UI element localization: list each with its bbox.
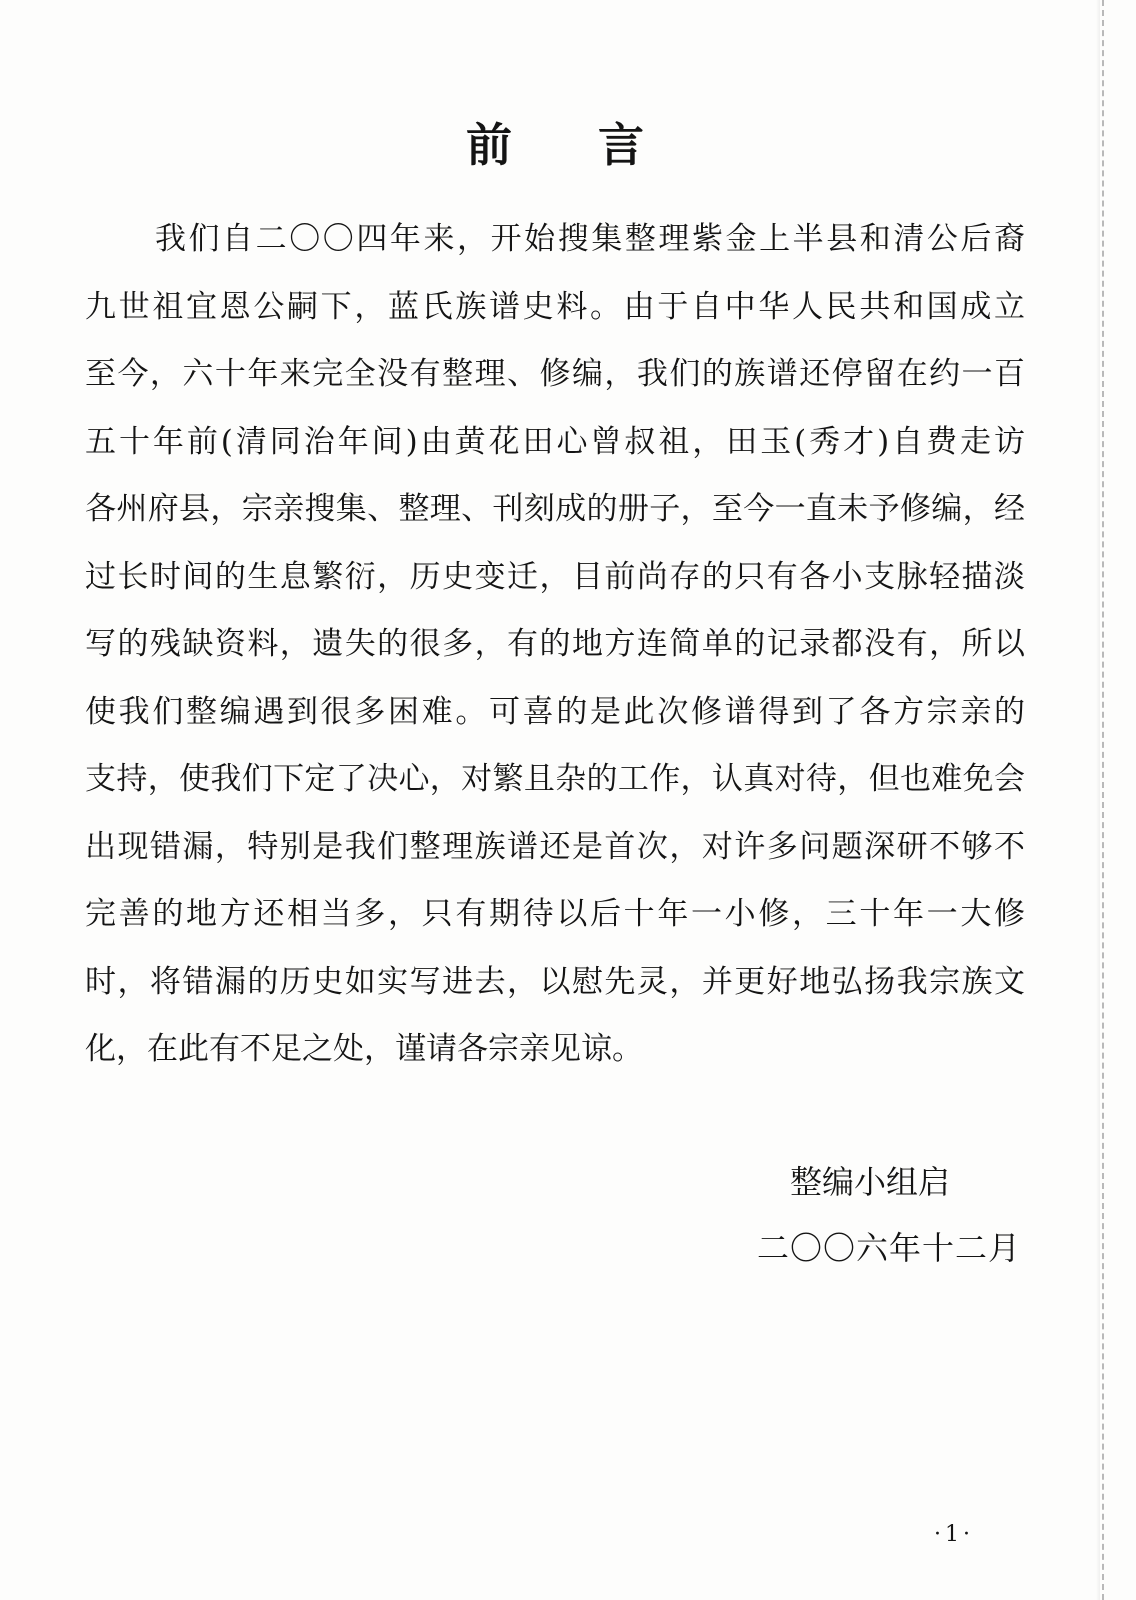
body-line: 完善的地方还相当多，只有期待以后十年一小修，三十年一大修 bbox=[85, 896, 1025, 932]
body-line: 时，将错漏的历史如实写进去，以慰先灵，并更好地弘扬我宗族文 bbox=[85, 963, 1025, 1000]
page-title: 前言 bbox=[466, 118, 730, 172]
scan-edge-line bbox=[1102, 0, 1104, 1600]
body-line: 出现错漏，特别是我们整理族谱还是首次，对许多问题深研不够不 bbox=[85, 828, 1025, 865]
body-line: 五十年前(清同治年间)由黄花田心曾叔祖，田玉(秀才)自费走访 bbox=[85, 423, 1025, 460]
signature-date: 二〇〇六年十二月 bbox=[757, 1229, 1022, 1267]
body-line: 化，在此有不足之处，谨请各宗亲见谅。 bbox=[85, 1031, 643, 1067]
signature: 整编小组启 bbox=[790, 1163, 951, 1201]
body-line: 使我们整编遇到很多困难。可喜的是此次修谱得到了各方宗亲的 bbox=[85, 693, 1025, 730]
page-number: ·1· bbox=[934, 1522, 974, 1547]
body-line: 支持，使我们下定了决心，对繁且杂的工作，认真对待，但也难免会 bbox=[85, 761, 1025, 797]
preface-body bbox=[85, 206, 1025, 1084]
scan-edge-shadow bbox=[1096, 0, 1100, 1600]
body-line: 我们自二〇〇四年来，开始搜集整理紫金上半县和清公后裔 bbox=[155, 221, 1025, 257]
body-line: 写的残缺资料，遗失的很多，有的地方连简单的记录都没有，所以 bbox=[85, 626, 1025, 662]
body-line: 过长时间的生息繁衍，历史变迁，目前尚存的只有各小支脉轻描淡 bbox=[85, 558, 1025, 595]
body-line: 各州府县，宗亲搜集、整理、刊刻成的册子，至今一直未予修编，经 bbox=[85, 491, 1025, 527]
body-line: 至今，六十年来完全没有整理、修编，我们的族谱还停留在约一百 bbox=[85, 356, 1025, 392]
body-line: 九世祖宜恩公嗣下，蓝氏族谱史料。由于自中华人民共和国成立 bbox=[85, 288, 1025, 325]
